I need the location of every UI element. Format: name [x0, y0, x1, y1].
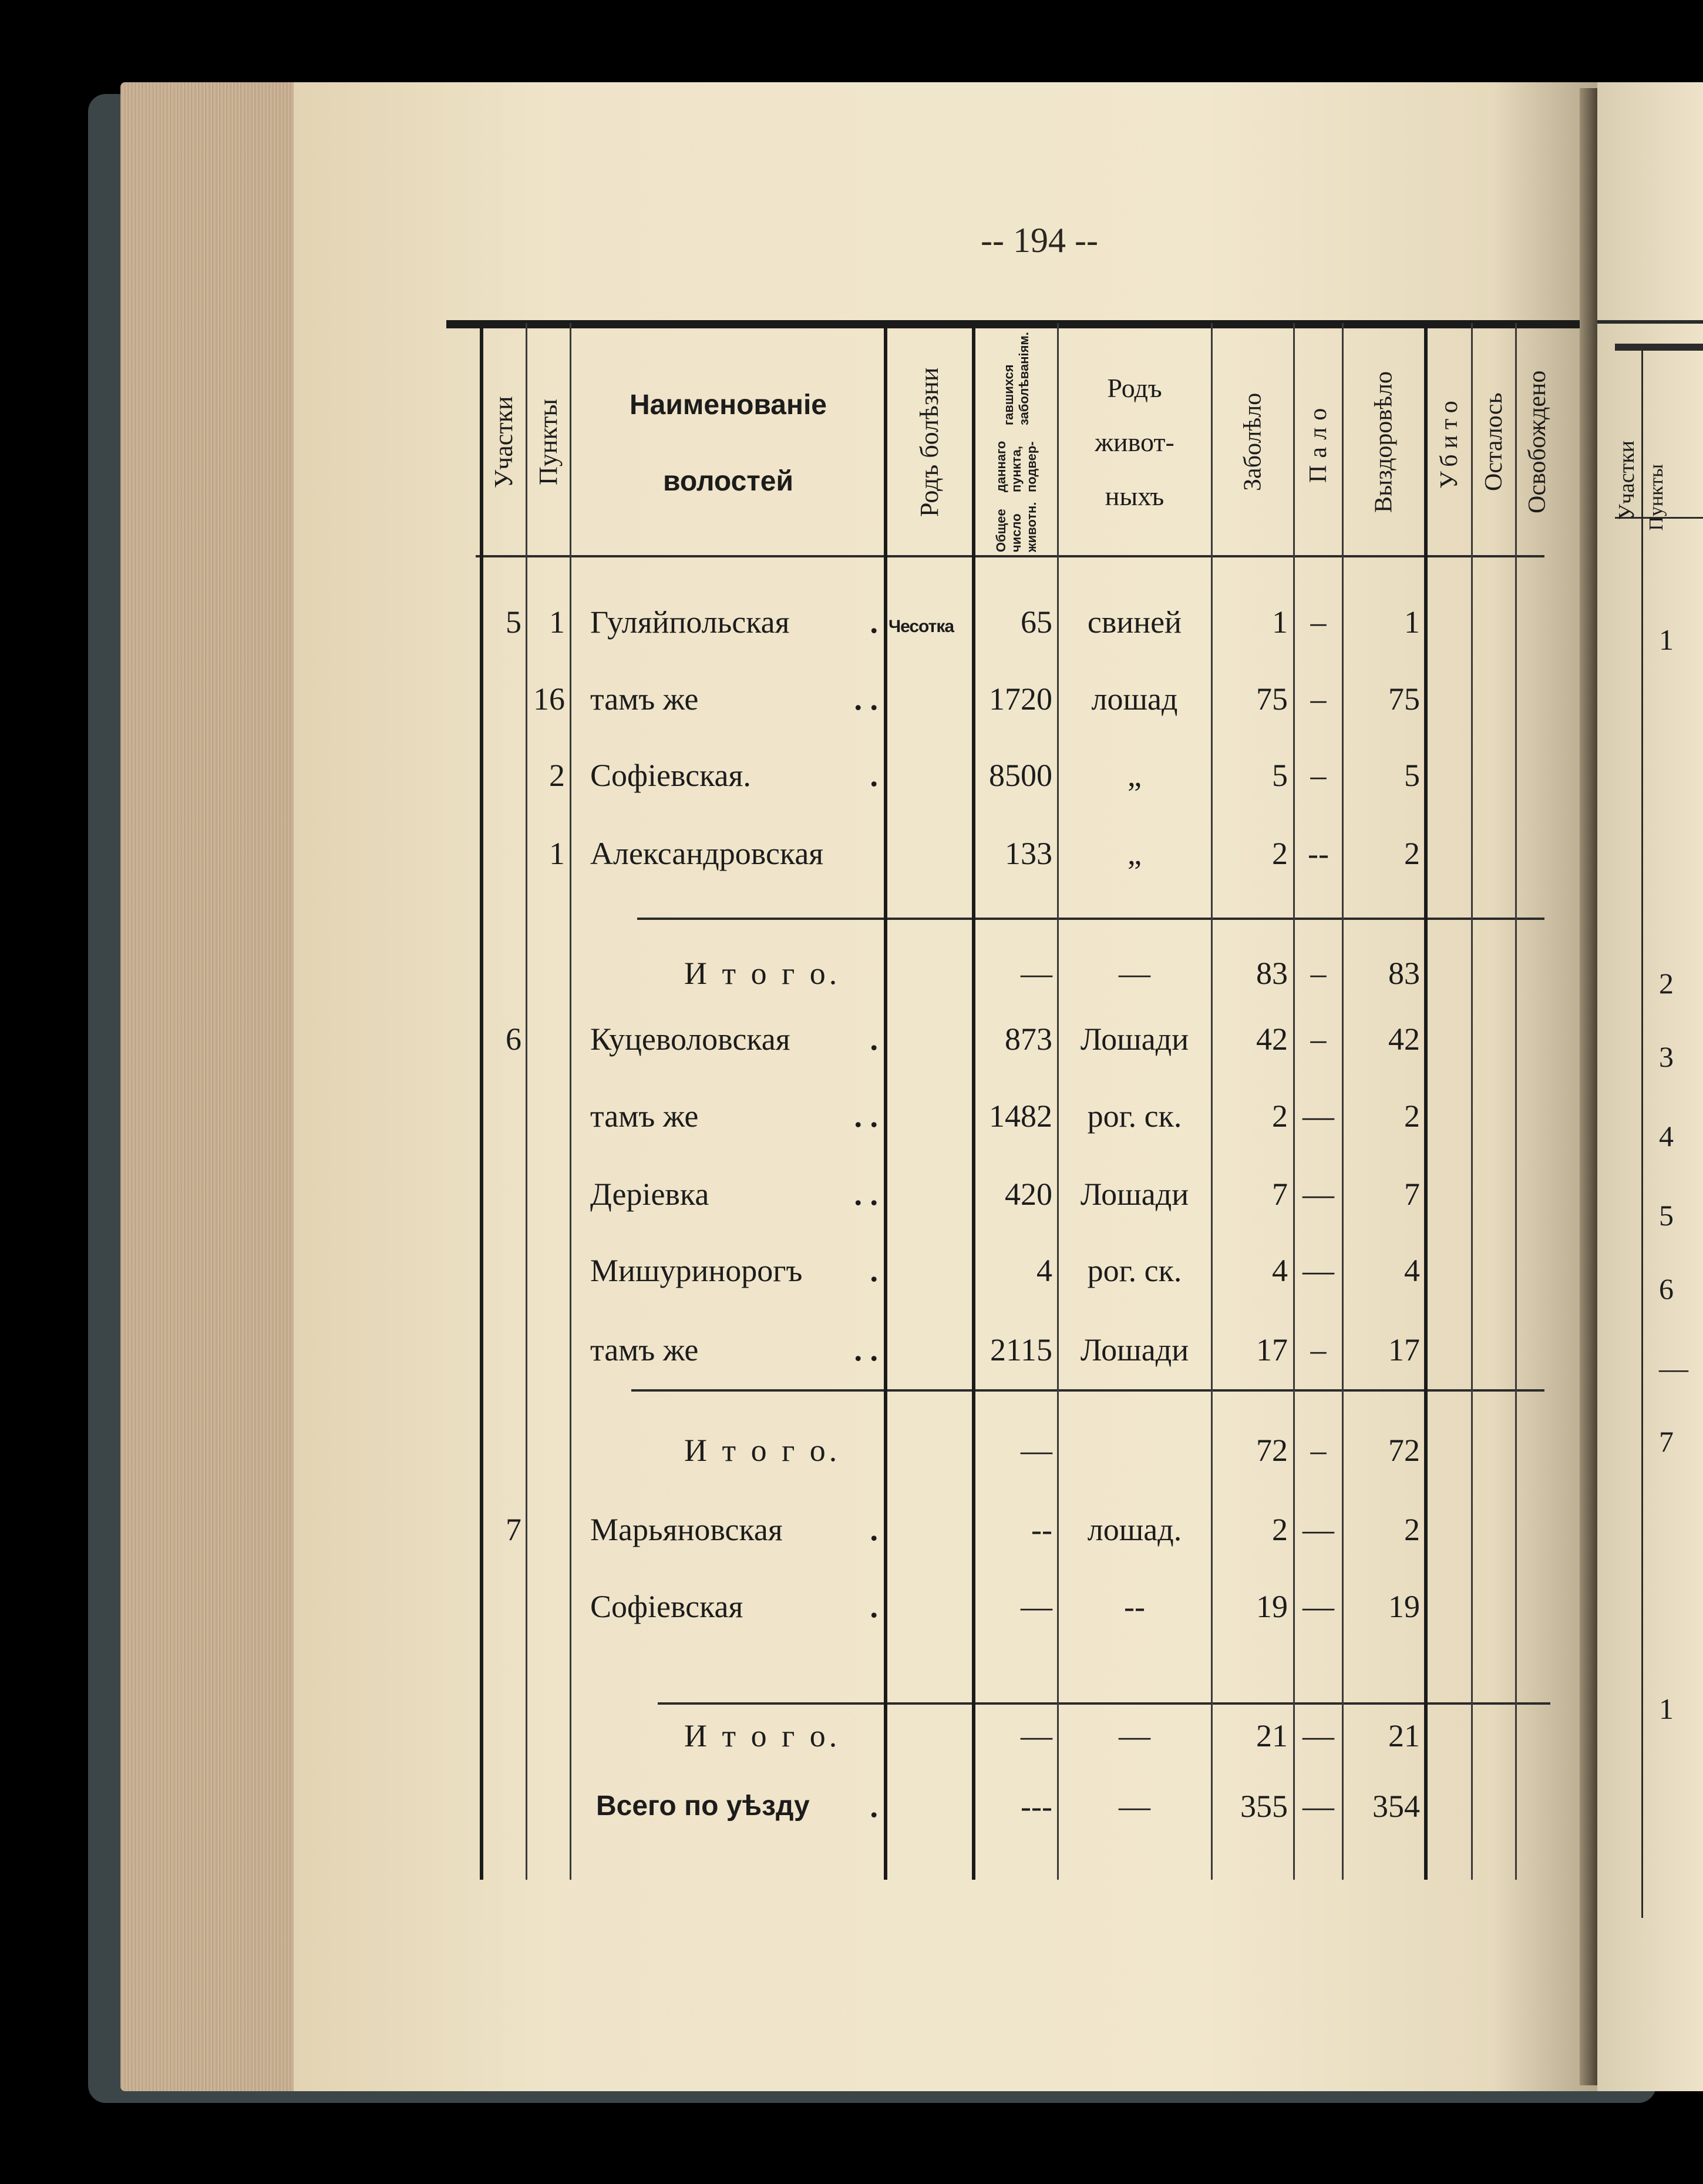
column-divider — [1515, 323, 1517, 1880]
uchastok-cell: 6 — [506, 1022, 521, 1057]
header-name — [573, 367, 884, 520]
page-number: -- 194 -- — [981, 221, 1098, 260]
zabolelo-cell: 75 — [1256, 681, 1288, 717]
header-disease: Родъ болѣзни — [915, 367, 944, 517]
header-vyzdorovelo: Выздоровѣло — [1370, 371, 1398, 513]
subtotal-rule — [637, 918, 1544, 920]
volost-name-cell: Гуляйпольская — [590, 604, 790, 640]
header-total-line-1: Общее число животн. — [994, 502, 1039, 552]
header-total-line-2: даннаго пункта, подвер- — [994, 441, 1039, 492]
volost-name-cell: Мишуринорогъ — [590, 1253, 803, 1288]
zabolelo-cell: 4 — [1272, 1253, 1288, 1288]
animal-kind-cell: Лошади — [1080, 1022, 1189, 1057]
volost-name-cell: И т о г о. — [684, 1718, 841, 1753]
palo-cell: – — [1310, 956, 1327, 991]
dots-cell: . . — [854, 1177, 878, 1212]
dots-cell: . — [870, 604, 878, 640]
uchastok-cell: 5 — [506, 604, 521, 640]
zabolelo-cell: 1 — [1272, 604, 1288, 640]
zabolelo-cell: 17 — [1256, 1332, 1288, 1367]
volost-name-cell: Марьяновская — [590, 1512, 783, 1547]
dots-cell: . . — [854, 1332, 878, 1367]
palo-cell: — — [1303, 1718, 1334, 1753]
zabolelo-cell: 2 — [1272, 1098, 1288, 1134]
column-divider — [1424, 323, 1428, 1880]
header-zabolelo: Заболѣло — [1239, 392, 1267, 492]
palo-cell: – — [1310, 604, 1327, 640]
right-page-number: 6 — [1659, 1272, 1674, 1305]
disease-cell: Чесотка — [888, 617, 954, 636]
right-page-number: 1 — [1659, 1692, 1674, 1725]
header-kind-line-1: Родъ — [1107, 373, 1162, 403]
palo-cell: – — [1310, 1332, 1327, 1367]
total-cell: — — [1021, 956, 1052, 991]
volost-name-cell: Всего по уѣзду — [596, 1790, 810, 1822]
volost-name-cell: Деріевка — [590, 1177, 709, 1212]
total-cell: — — [1021, 1433, 1052, 1468]
vyzdorovelo-cell: 21 — [1388, 1718, 1420, 1753]
dots-cell: . . — [854, 1098, 878, 1134]
animal-kind-cell: Лошади — [1080, 1332, 1189, 1367]
zabolelo-cell: 72 — [1256, 1433, 1288, 1468]
vyzdorovelo-cell: 2 — [1404, 836, 1420, 871]
total-cell: 1720 — [989, 681, 1052, 717]
animal-kind-cell: — — [1119, 956, 1150, 991]
palo-cell: — — [1303, 1098, 1334, 1134]
zabolelo-cell: 42 — [1256, 1022, 1288, 1057]
animal-kind-cell: рог. ск. — [1087, 1253, 1182, 1288]
header-bottom-rule — [476, 555, 1544, 557]
subtotal-rule — [631, 1389, 1544, 1392]
zabolelo-cell: 355 — [1240, 1789, 1288, 1824]
vyzdorovelo-cell: 2 — [1404, 1098, 1420, 1134]
total-cell: 133 — [1005, 836, 1052, 871]
right-page-number: 1 — [1659, 623, 1674, 656]
table-top-rule — [446, 320, 1580, 328]
right-page-header-2: Пункты — [1645, 464, 1667, 531]
header-osvobozhdeno: Освобождено — [1524, 370, 1551, 514]
zabolelo-cell: 2 — [1272, 836, 1288, 871]
total-cell: — — [1021, 1589, 1052, 1624]
vyzdorovelo-cell: 17 — [1388, 1332, 1420, 1367]
volost-name-cell: Александровская — [590, 836, 824, 871]
palo-cell: — — [1303, 1512, 1334, 1547]
animal-kind-cell: — — [1119, 1789, 1150, 1824]
column-divider — [1211, 323, 1213, 1880]
dots-cell: . . — [854, 681, 878, 717]
zabolelo-cell: 19 — [1256, 1589, 1288, 1624]
header-total-line-3: гавшихся заболѣваніям. — [1001, 332, 1031, 425]
dots-cell: . — [870, 1512, 878, 1547]
vyzdorovelo-cell: 83 — [1388, 956, 1420, 991]
dots-cell: . — [870, 758, 878, 793]
palo-cell: – — [1310, 1022, 1327, 1057]
column-divider — [570, 323, 571, 1880]
palo-cell: — — [1303, 1589, 1334, 1624]
right-page — [1597, 82, 1703, 2091]
animal-kind-cell: „ — [1128, 836, 1142, 871]
volost-name-cell: тамъ же — [590, 681, 699, 717]
vyzdorovelo-cell: 1 — [1404, 604, 1420, 640]
vyzdorovelo-cell: 7 — [1404, 1177, 1420, 1212]
header-uchastki: Участки — [489, 396, 518, 488]
palo-cell: -- — [1308, 836, 1329, 871]
dots-cell: . — [870, 1022, 878, 1057]
total-cell: 2115 — [990, 1332, 1052, 1367]
volost-name-cell: Куцеволовская — [590, 1022, 790, 1057]
zabolelo-cell: 5 — [1272, 758, 1288, 793]
total-cell: -- — [1031, 1512, 1052, 1547]
palo-cell: — — [1303, 1253, 1334, 1288]
header-kind-line-3: ныхъ — [1105, 481, 1164, 511]
volost-name-cell: тамъ же — [590, 1098, 699, 1134]
volost-name-cell: И т о г о. — [684, 956, 841, 991]
palo-cell: – — [1310, 681, 1327, 717]
page-edges — [120, 82, 314, 2091]
animal-kind-cell: свиней — [1087, 604, 1182, 640]
volost-name-cell: И т о г о. — [684, 1433, 841, 1468]
zabolelo-cell: 7 — [1272, 1177, 1288, 1212]
total-cell: 1482 — [989, 1098, 1052, 1134]
volost-name-cell: Софіевская. — [590, 758, 751, 793]
subtotal-rule — [658, 1702, 1550, 1705]
right-page-number: 4 — [1659, 1120, 1674, 1153]
right-page-number: 3 — [1659, 1040, 1674, 1073]
vyzdorovelo-cell: 75 — [1388, 681, 1420, 717]
animal-kind-cell: „ — [1128, 758, 1142, 793]
vyzdorovelo-cell: 354 — [1372, 1789, 1420, 1824]
header-ostalos: Осталось — [1480, 392, 1507, 492]
header-total-animals — [976, 332, 1057, 552]
total-cell: — — [1021, 1718, 1052, 1753]
palo-cell: — — [1303, 1177, 1334, 1212]
animal-kind-cell: -- — [1124, 1589, 1145, 1624]
dots-cell: . — [870, 1253, 878, 1288]
column-divider — [526, 323, 527, 1880]
right-page-number: 5 — [1659, 1199, 1674, 1232]
zabolelo-cell: 83 — [1256, 956, 1288, 991]
header-punkty: Пункты — [534, 399, 563, 485]
vyzdorovelo-cell: 2 — [1404, 1512, 1420, 1547]
uchastok-cell: 7 — [506, 1512, 521, 1547]
table-border-left — [480, 323, 483, 1880]
punkt-cell: 1 — [549, 836, 565, 871]
vyzdorovelo-cell: 4 — [1404, 1253, 1420, 1288]
punkt-cell: 2 — [549, 758, 565, 793]
right-page-number: 2 — [1659, 967, 1674, 1000]
total-cell: 8500 — [989, 758, 1052, 793]
volost-name-cell: тамъ же — [590, 1332, 699, 1367]
header-name-line-1: Наименованіе — [630, 389, 827, 421]
animal-kind-cell: лошад. — [1087, 1512, 1182, 1547]
animal-kind-cell: рог. ск. — [1087, 1098, 1182, 1134]
animal-kind-cell: лошад — [1091, 681, 1178, 717]
right-page-number: — — [1659, 1352, 1688, 1385]
total-cell: 420 — [1005, 1177, 1052, 1212]
palo-cell: — — [1303, 1789, 1334, 1824]
column-divider — [884, 323, 887, 1880]
volost-name-cell: Софіевская — [590, 1589, 743, 1624]
punkt-cell: 16 — [533, 681, 565, 717]
dots-cell: . — [870, 1789, 878, 1824]
zabolelo-cell: 21 — [1256, 1718, 1288, 1753]
right-page-number: 7 — [1659, 1425, 1674, 1458]
punkt-cell: 1 — [549, 604, 565, 640]
column-divider — [1342, 323, 1344, 1880]
animal-kind-cell: — — [1119, 1718, 1150, 1753]
header-name-line-2: волостей — [663, 466, 793, 497]
total-cell: 4 — [1036, 1253, 1052, 1288]
header-animal-kind — [1059, 361, 1210, 523]
column-divider — [1471, 323, 1473, 1880]
vyzdorovelo-cell: 19 — [1388, 1589, 1420, 1624]
palo-cell: – — [1310, 1433, 1327, 1468]
vyzdorovelo-cell: 72 — [1388, 1433, 1420, 1468]
total-cell: --- — [1021, 1789, 1052, 1824]
header-palo: Пало — [1305, 401, 1332, 483]
header-kind-line-2: живот- — [1095, 427, 1174, 457]
total-cell: 65 — [1021, 604, 1052, 640]
vyzdorovelo-cell: 5 — [1404, 758, 1420, 793]
palo-cell: – — [1310, 758, 1327, 793]
zabolelo-cell: 2 — [1272, 1512, 1288, 1547]
vyzdorovelo-cell: 42 — [1388, 1022, 1420, 1057]
dots-cell: . — [870, 1589, 878, 1624]
right-page-header: Участки — [1614, 441, 1639, 520]
animal-kind-cell: Лошади — [1080, 1177, 1189, 1212]
total-cell: 873 — [1005, 1022, 1052, 1057]
header-ubito: Убито — [1436, 395, 1463, 489]
